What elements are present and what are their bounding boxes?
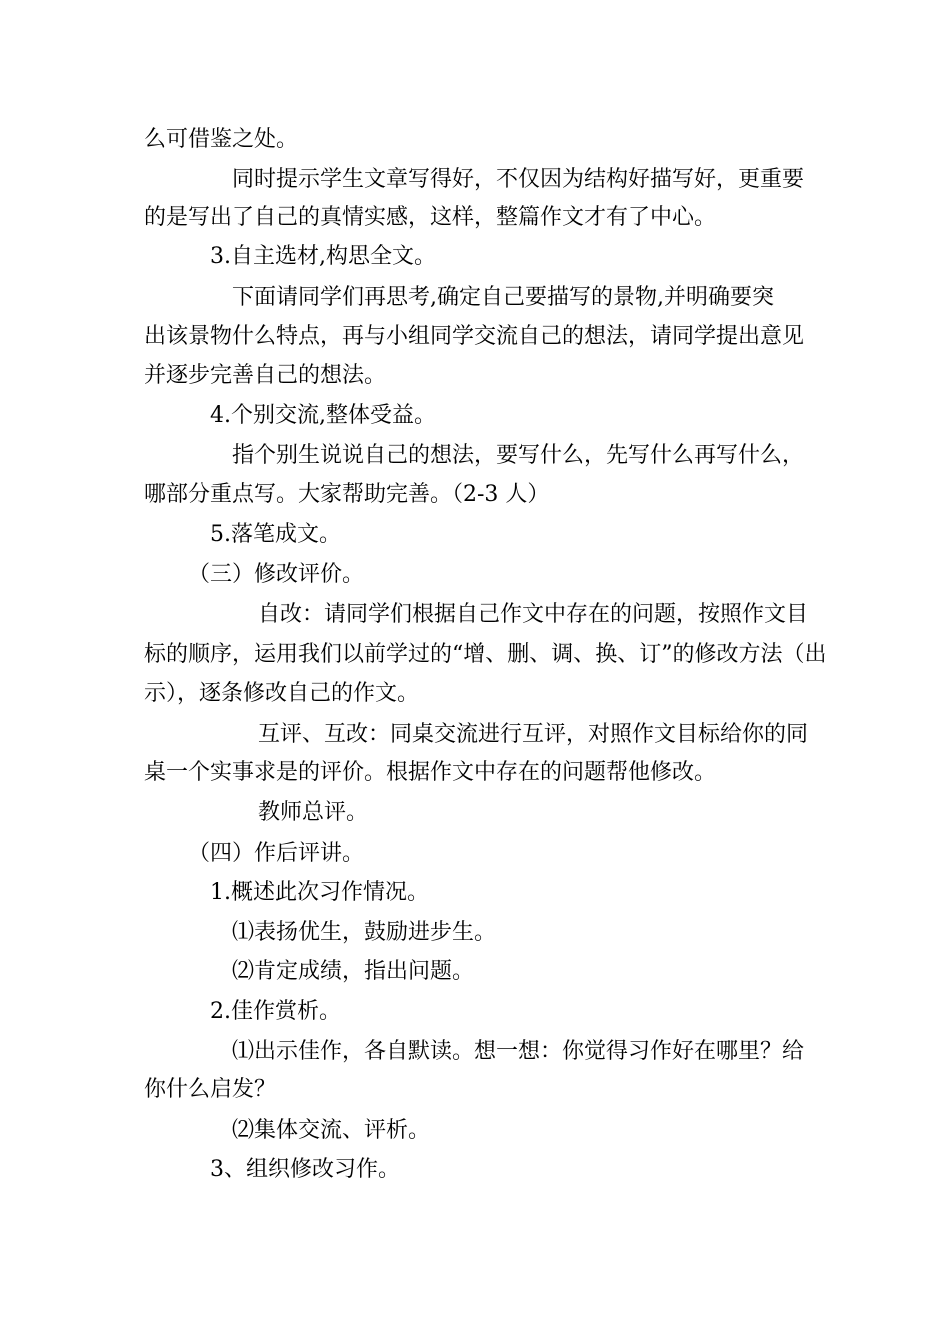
- text-line-13: 自改：请同学们根据自己作文中存在的问题，按照作文目: [258, 602, 809, 627]
- text-line-20: 1.概述此次习作情况。: [210, 880, 429, 905]
- text-line-4: 3.自主选材,构思全文。: [210, 244, 436, 269]
- text-line-23: 2.佳作赏析。: [210, 999, 341, 1024]
- text-line-24: ⑴出示佳作，各自默读。想一想：你觉得习作好在哪里？给: [232, 1039, 805, 1064]
- text-line-17: 桌一个实事求是的评价。根据作文中存在的问题帮他修改。: [144, 760, 717, 785]
- text-line-22: ⑵肯定成绩，指出问题。: [232, 959, 475, 984]
- text-line-3: 的是写出了自己的真情实感，这样，整篇作文才有了中心。: [144, 205, 717, 230]
- section-heading-3: （三）修改评价。: [188, 562, 365, 587]
- text-line-5: 下面请同学们再思考,确定自己要描写的景物,并明确要突: [232, 285, 774, 310]
- text-line-11: 5.落笔成文。: [210, 522, 341, 547]
- section-heading-4: （四）作后评讲。: [188, 841, 365, 866]
- text-line-25: 你什么启发？: [144, 1077, 277, 1102]
- text-line-7: 并逐步完善自己的想法。: [144, 363, 387, 388]
- text-line-18: 教师总评。: [258, 800, 369, 825]
- text-line-10: 哪部分重点写。大家帮助完善。（2-3 人）: [144, 482, 550, 507]
- text-line-27: 3、组织修改习作。: [210, 1157, 400, 1182]
- text-line-2: 同时提示学生文章写得好，不仅因为结构好描写好，更重要: [232, 167, 805, 192]
- text-line-21: ⑴表扬优生，鼓励进步生。: [232, 920, 497, 945]
- text-line-8: 4.个别交流,整体受益。: [210, 403, 436, 428]
- text-line-14: 标的顺序，运用我们以前学过的“增、删、调、换、订”的修改方法（出: [144, 642, 827, 667]
- text-line-1: 么可借鉴之处。: [144, 127, 299, 152]
- text-line-6: 出该景物什么特点，再与小组同学交流自己的想法，请同学提出意见: [144, 324, 805, 349]
- text-line-16: 互评、互改：同桌交流进行互评，对照作文目标给你的同: [258, 722, 809, 747]
- text-line-15: 示），逐条修改自己的作文。: [144, 681, 420, 706]
- text-line-9: 指个别生说说自己的想法，要写什么，先写什么再写什么，: [232, 443, 805, 468]
- text-line-26: ⑵集体交流、评析。: [232, 1118, 431, 1143]
